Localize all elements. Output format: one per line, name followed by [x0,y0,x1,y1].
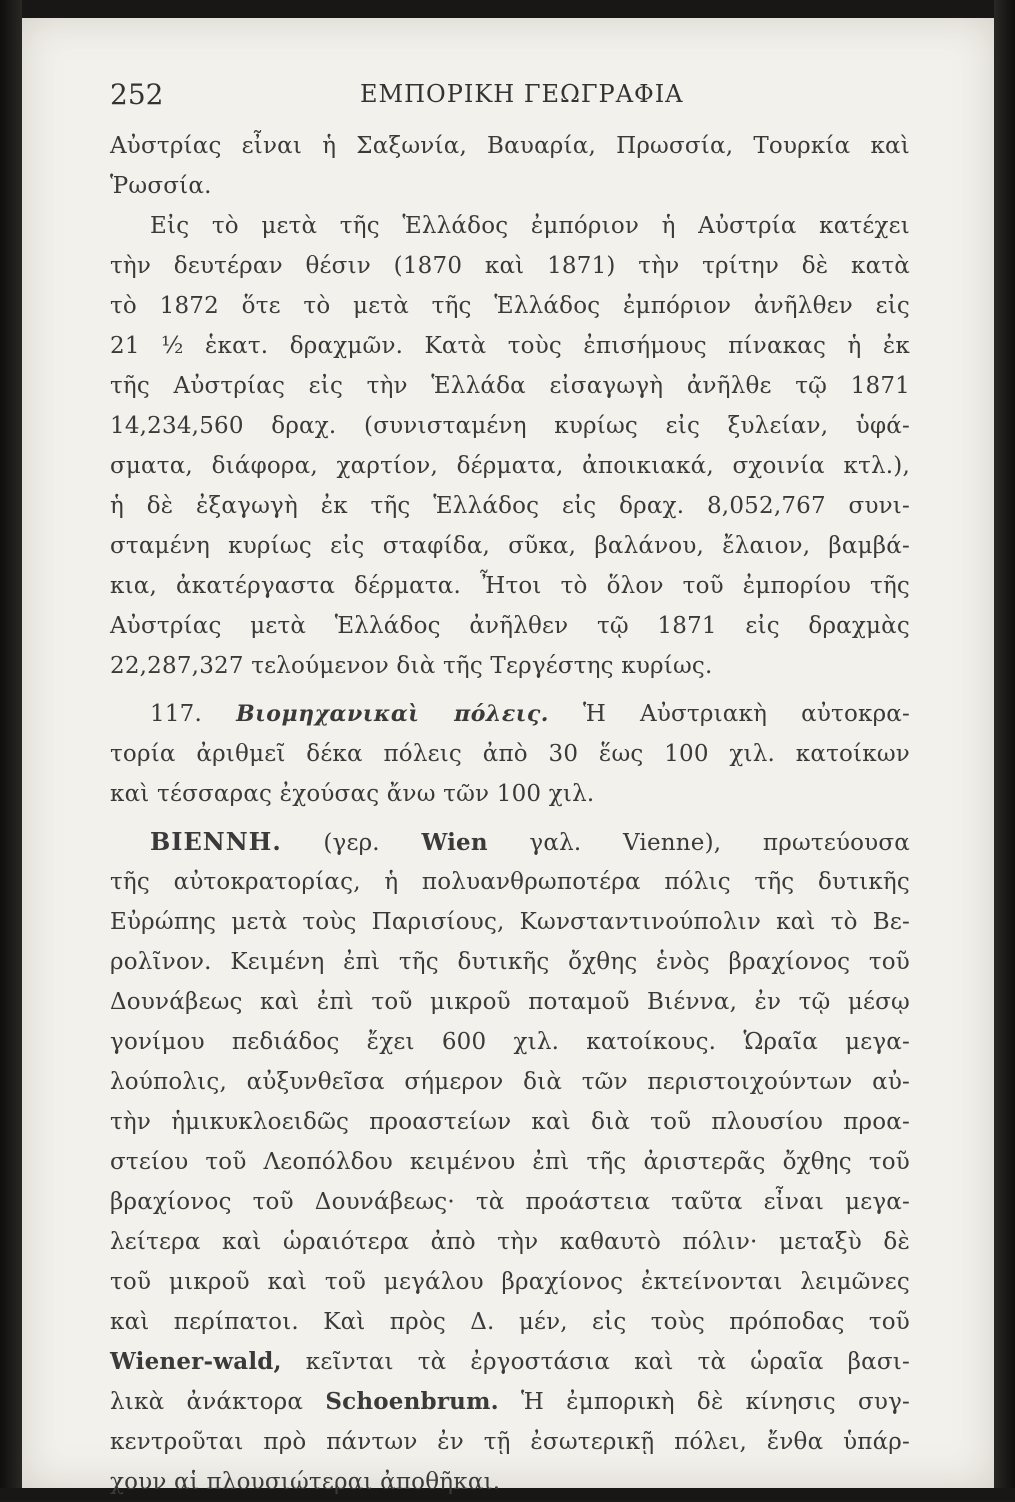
vienna-heading-line [110,822,910,862]
text-line: στείου τοῦ Λεοπόλδου κειμένου ἐπὶ τῆς ἀριστερᾶς ὄχθης τοῦ [110,1142,910,1182]
latin-name: Wien [421,829,487,856]
text-line: 14,234,560 δραχ. (συνισταμένη κυρίως εἰς ξυλείαν, ὑφά- [110,406,910,446]
text-line: τοῦ μικροῦ καὶ τοῦ μεγάλου βραχίονος ἐκτείνονται λειμῶνες [110,1262,910,1302]
text-line: Αὐστρίας εἶναι ἡ Σαξωνία, Βαυαρία, Πρωσσία, Τουρκία καὶ [110,126,910,166]
latin-name: Schoenbrum. [325,1388,499,1415]
text-line: λείτερα καὶ ὡραιότερα ἀπὸ τὴν καθαυτὸ πόλιν· μεταξὺ δὲ [110,1222,910,1262]
page-number: 252 [110,78,163,111]
text-line: τῆς αὐτοκρατορίας, ἡ πολυανθρωποτέρα πόλις τῆς δυτικῆς [110,862,910,902]
text-fragment: γαλ. [529,830,581,856]
text-line: ρολῖνον. Κειμένη ἐπὶ τῆς δυτικῆς ὄχθης ἑνὸς βραχίονος τοῦ [110,942,910,982]
text-line: Ῥωσσία. [110,166,910,206]
text-line: Εἰς τὸ μετὰ τῆς Ἑλλάδος ἐμπόριον ἡ Αὐστρία κατέχει [110,206,910,246]
text-fragment: (γερ. [323,830,379,856]
text-line: λούπολις, αὐξυνθεῖσα σήμερον διὰ τῶν περιστοιχούντων αὐ- [110,1062,910,1102]
text-line: σταμένη κυρίως εἰς σταφίδα, σῦκα, βαλάνου, ἔλαιον, βαμβά- [110,526,910,566]
text-line: καὶ τέσσαρας ἐχούσας ἄνω τῶν 100 χιλ. [110,774,910,814]
section-heading: Βιομηχανικαὶ πόλεις. [236,701,549,727]
text-line-wiener-wald [110,1342,910,1382]
text-line: καὶ περίπατοι. Καὶ πρὸς Δ. μέν, εἰς τοὺς πρόποδας τοῦ [110,1302,910,1342]
text-line: γονίμου πεδιάδος ἔχει 600 χιλ. κατοίκους. Ὡραῖα μεγα- [110,1022,910,1062]
text-line: χουν αἱ πλουσιώτεραι ἀποθῆκαι. [110,1462,910,1502]
text-line: Αὐστρίας μετὰ Ἑλλάδος ἀνῆλθεν τῷ 1871 εἰς δραχμὰς [110,606,910,646]
text-line: τὸ 1872 ὅτε τὸ μετὰ τῆς Ἑλλάδος ἐμπόριον ἀνῆλθεν εἰς [110,286,910,326]
scan-border-left [0,0,22,1500]
text-line: τῆς Αὐστρίας εἰς τὴν Ἑλλάδα εἰσαγωγὴ ἀνῆλθε τῷ 1871 [110,366,910,406]
text-line: ἡ δὲ ἐξαγωγὴ ἐκ τῆς Ἑλλάδος εἰς δραχ. 8,052,767 συνι- [110,486,910,526]
running-title: ΕΜΠΟΡΙΚΗ ΓΕΩΓΡΑΦΙΑ [360,80,684,108]
text-line: τὴν ἡμικυκλοειδῶς προαστείων καὶ διὰ τοῦ πλουσίου προα- [110,1102,910,1142]
text-fragment: κεῖνται τὰ ἐργοστάσια καὶ τὰ ὡραῖα βασι- [306,1349,910,1375]
text-fragment: λικὰ ἀνάκτορα [110,1389,303,1415]
text-line: βραχίονος τοῦ Δουνάβεως· τὰ προάστεια ταῦτα εἶναι μεγα- [110,1182,910,1222]
text-line: 21 ½ ἑκατ. δραχμῶν. Κατὰ τοὺς ἐπισήμους πίνακας ἡ ἐκ [110,326,910,366]
text-line: κεντροῦται πρὸ πάντων ἐν τῇ ἐσωτερικῇ πόλει, ἔνθα ὑπάρ- [110,1422,910,1462]
text-line: 22,287,327 τελούμενον διὰ τῆς Τεργέστης κυρίως. [110,646,910,686]
text-line: τὴν δευτέραν θέσιν (1870 καὶ 1871) τὴν τρίτην δὲ κατὰ [110,246,910,286]
text-line: κια, ἀκατέργαστα δέρματα. Ἦτοι τὸ ὅλον τοῦ ἐμπορίου τῆς [110,566,910,606]
vienna-heading: ΒΙΕΝΝΗ. [150,827,282,856]
text-line: σματα, διάφορα, χαρτίον, δέρματα, ἀποικιακά, σχοινία κτλ.), [110,446,910,486]
text-line: τορία ἀριθμεῖ δέκα πόλεις ἀπὸ 30 ἕως 100 χιλ. κατοίκων [110,734,910,774]
section-number: 117. [150,701,202,727]
scan-border-top [0,0,1015,18]
text-fragment: πρωτεύουσα [763,830,910,856]
scan-border-right [994,0,1015,1500]
text-fragment: Ἡ Αὐστριακὴ αὐτοκρα- [583,701,910,727]
text-line-schoenbrum [110,1382,910,1422]
body-text [110,126,910,1502]
text-fragment: Ἡ ἐμπορικὴ δὲ κίνησις συγ- [521,1389,910,1415]
latin-name: Vienne), [623,830,721,856]
section-117-line [110,694,910,734]
page-header [110,70,910,118]
latin-name: Wiener-wald, [110,1348,282,1375]
text-line: Εὐρώπης μετὰ τοὺς Παρισίους, Κωνσταντινούπολιν καὶ τὸ Βε- [110,902,910,942]
text-line: Δουνάβεως καὶ ἐπὶ τοῦ μικροῦ ποταμοῦ Βιέννα, ἐν τῷ μέσῳ [110,982,910,1022]
